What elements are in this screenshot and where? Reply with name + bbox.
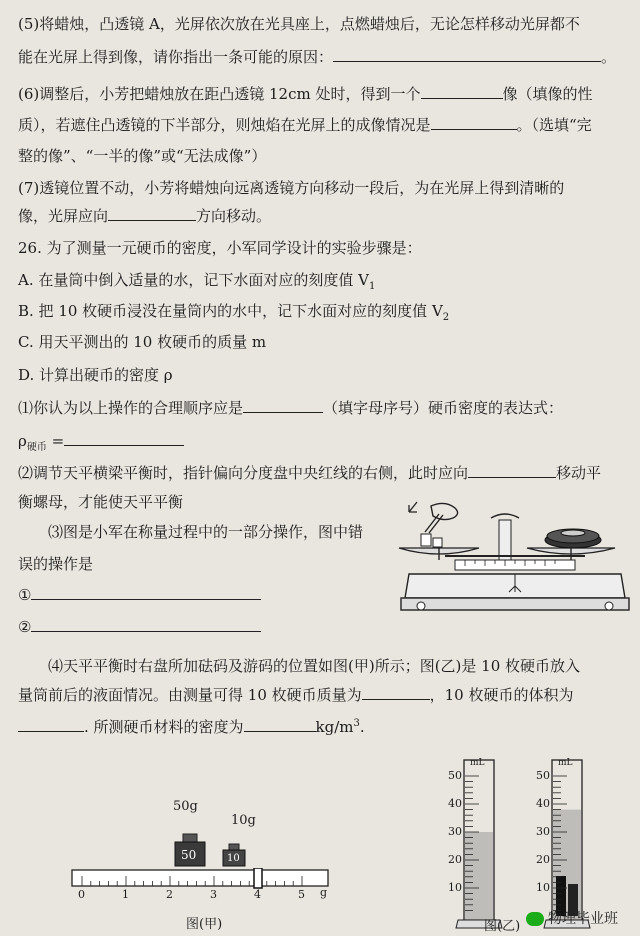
answer-blank-p6-image[interactable]	[421, 84, 503, 99]
q26-step-a-sub: 1	[368, 281, 376, 292]
q26-step-c-text: C. 用天平测出的 10 枚硬币的质量 m	[18, 333, 267, 351]
q25-p6-text-b1: 质），若遮住凸透镜的下半部分，则烛焰在光屏上的成像情况是	[18, 116, 431, 134]
q26-s3-num1: ①	[18, 586, 32, 604]
q26-s4-end: .	[359, 718, 365, 736]
rider	[254, 868, 262, 888]
q26-step-b	[18, 301, 630, 328]
weight-50-mark: 50	[181, 848, 197, 862]
q25-p6-text-b2: 。（选填“完	[516, 116, 592, 134]
q26-step-a	[18, 270, 630, 297]
answer-blank-nut-direction[interactable]	[468, 463, 556, 478]
answer-blank-p6-cover[interactable]	[431, 115, 517, 130]
rider-scale	[70, 868, 340, 920]
q26-s4-line2	[18, 685, 630, 705]
figure-jia-caption: 图(甲)	[186, 917, 223, 932]
q25-p5-text-b: 能在光屏上得到像，请你指出一条可能的原因：	[18, 48, 334, 66]
left-cylinder-unit: mL	[470, 758, 485, 768]
q26-s4-line1	[48, 656, 640, 676]
figure-yi-caption: 图(乙)	[484, 919, 521, 934]
q26-intro-text: 26. 为了测量一元硬币的密度，小军同学设计的实验步骤是：	[18, 239, 422, 257]
q26-s3-text-a: ⑶图是小军在称量过程中的一部分操作，图中错	[48, 523, 364, 541]
weights-figure	[165, 800, 295, 870]
right-cylinder-label: 30	[536, 825, 550, 838]
rider-scale-label: 0	[78, 888, 85, 901]
answer-blank-error1[interactable]	[31, 585, 261, 600]
answer-blank-mass[interactable]	[362, 685, 430, 700]
weight-10-mark: 10	[227, 853, 240, 864]
q26-s2-text-b: 移动平	[556, 464, 602, 482]
watermark-text: 物理毕业班	[548, 911, 618, 927]
wechat-icon	[526, 912, 544, 926]
q25-p5-text-a: (5)将蜡烛，凸透镜 A，光屏依次放在光具座上，点燃蜡烛后，无论怎样移动光屏都不	[18, 15, 580, 33]
q25-p6-line3	[18, 146, 630, 166]
q25-p6-text-c: 整的像”、“一半的像”或“无法成像”）	[18, 147, 267, 165]
answer-blank-order[interactable]	[243, 398, 323, 413]
q25-p6-text-a1: (6)调整后，小芳把蜡烛放在距凸透镜 12cm 处时，得到一个	[18, 85, 421, 103]
q26-step-a-text: A. 在量筒中倒入适量的水，记下水面对应的刻度值 V	[18, 271, 369, 289]
q25-p5-end: 。	[601, 48, 617, 66]
rider-scale-label: 3	[210, 888, 217, 901]
q26-step-b-sub: 2	[442, 312, 450, 323]
density-unit: kg/m	[315, 718, 354, 736]
rider-scale-label: 5	[298, 888, 305, 901]
q26-s4-text-a: ⑷天平平衡时右盘所加砝码及游码的位置如图(甲)所示；图(乙)是 10 枚硬币放入	[48, 657, 581, 675]
q26-s3-item2	[18, 617, 630, 637]
weight-10g-label: 10g	[231, 813, 256, 828]
q26-intro	[18, 238, 630, 258]
density-unit-sup: 3	[353, 718, 360, 729]
q26-step-d	[18, 365, 630, 385]
right-cylinder-label: 10	[536, 881, 550, 894]
rider-scale-label: 4	[254, 888, 261, 901]
q25-p6-line1	[18, 84, 630, 104]
answer-blank-p5[interactable]	[333, 47, 601, 62]
rho-subscript: 硬币	[26, 442, 47, 453]
answer-blank-p7[interactable]	[108, 206, 196, 221]
q25-p5-line2	[18, 47, 630, 67]
answer-blank-density-expr[interactable]	[64, 431, 184, 446]
right-cylinder-label: 50	[536, 769, 550, 782]
q26-s2-text-a: ⑵调节天平横梁平衡时，指针偏向分度盘中央红线的右侧，此时应向	[18, 464, 469, 482]
q26-step-c	[18, 332, 630, 352]
left-cylinder-label: 20	[448, 853, 462, 866]
q26-s4-text-b2: ，10 枚硬币的体积为	[429, 686, 574, 704]
q26-s1-line2	[18, 431, 630, 458]
q26-step-d-text: D. 计算出硬币的密度 ρ	[18, 366, 173, 384]
q26-s1-text-b: （填字母序号）硬币密度的表达式：	[323, 399, 564, 417]
rho-symbol: ρ	[18, 432, 27, 450]
q25-p6-line2	[18, 115, 630, 135]
q25-p7-line1	[18, 178, 630, 198]
left-cylinder-label: 50	[448, 769, 462, 782]
q26-s3-num2: ②	[18, 618, 32, 636]
q26-s4-text-b1: 量筒前后的液面情况。由测量可得 10 枚硬币质量为	[18, 686, 362, 704]
right-cylinder-label: 20	[536, 853, 550, 866]
answer-blank-material-density[interactable]	[244, 717, 316, 732]
q25-p7-text-a: (7)透镜位置不动，小芳将蜡烛向远离透镜方向移动一段后，为在光屏上得到清晰的	[18, 179, 565, 197]
q26-s1-line1	[18, 398, 630, 418]
left-cylinder-label: 40	[448, 797, 462, 810]
q26-s1-text-a: ⑴你认为以上操作的合理顺序应是	[18, 399, 244, 417]
rider-scale-label: 1	[122, 888, 129, 901]
q25-p7-text-b2: 方向移动。	[196, 207, 272, 225]
q26-s4-line3	[18, 714, 630, 737]
q25-p5-line1	[18, 14, 630, 34]
q26-s3-text-b: 误的操作是	[18, 555, 94, 573]
q25-p7-line2	[18, 206, 630, 226]
q26-s4-text-c2: . 所测硬币材料的密度为	[84, 718, 244, 736]
right-cylinder-label: 40	[536, 797, 550, 810]
answer-blank-error2[interactable]	[31, 617, 261, 632]
left-water-level	[465, 832, 493, 919]
equals-sign: =	[46, 432, 65, 450]
q25-p6-text-a2: 像（填像的性	[502, 85, 593, 103]
left-cylinder-label: 30	[448, 825, 462, 838]
rider-scale-unit: g	[320, 886, 328, 899]
q25-p7-text-b1: 像，光屏应向	[18, 207, 109, 225]
weight-50g-label: 50g	[173, 799, 198, 814]
q26-s2-text-c: 衡螺母，才能使天平平衡	[18, 493, 184, 511]
q26-step-b-text: B. 把 10 枚硬币浸没在量筒内的水中，记下水面对应的刻度值 V	[18, 302, 443, 320]
watermark	[526, 908, 618, 928]
answer-blank-volume[interactable]	[18, 717, 84, 732]
balance-figure	[395, 498, 633, 616]
q26-s2-line1	[18, 463, 630, 483]
left-cylinder-label: 10	[448, 881, 462, 894]
right-cylinder-unit: mL	[558, 758, 573, 768]
rider-scale-label: 2	[166, 888, 173, 901]
